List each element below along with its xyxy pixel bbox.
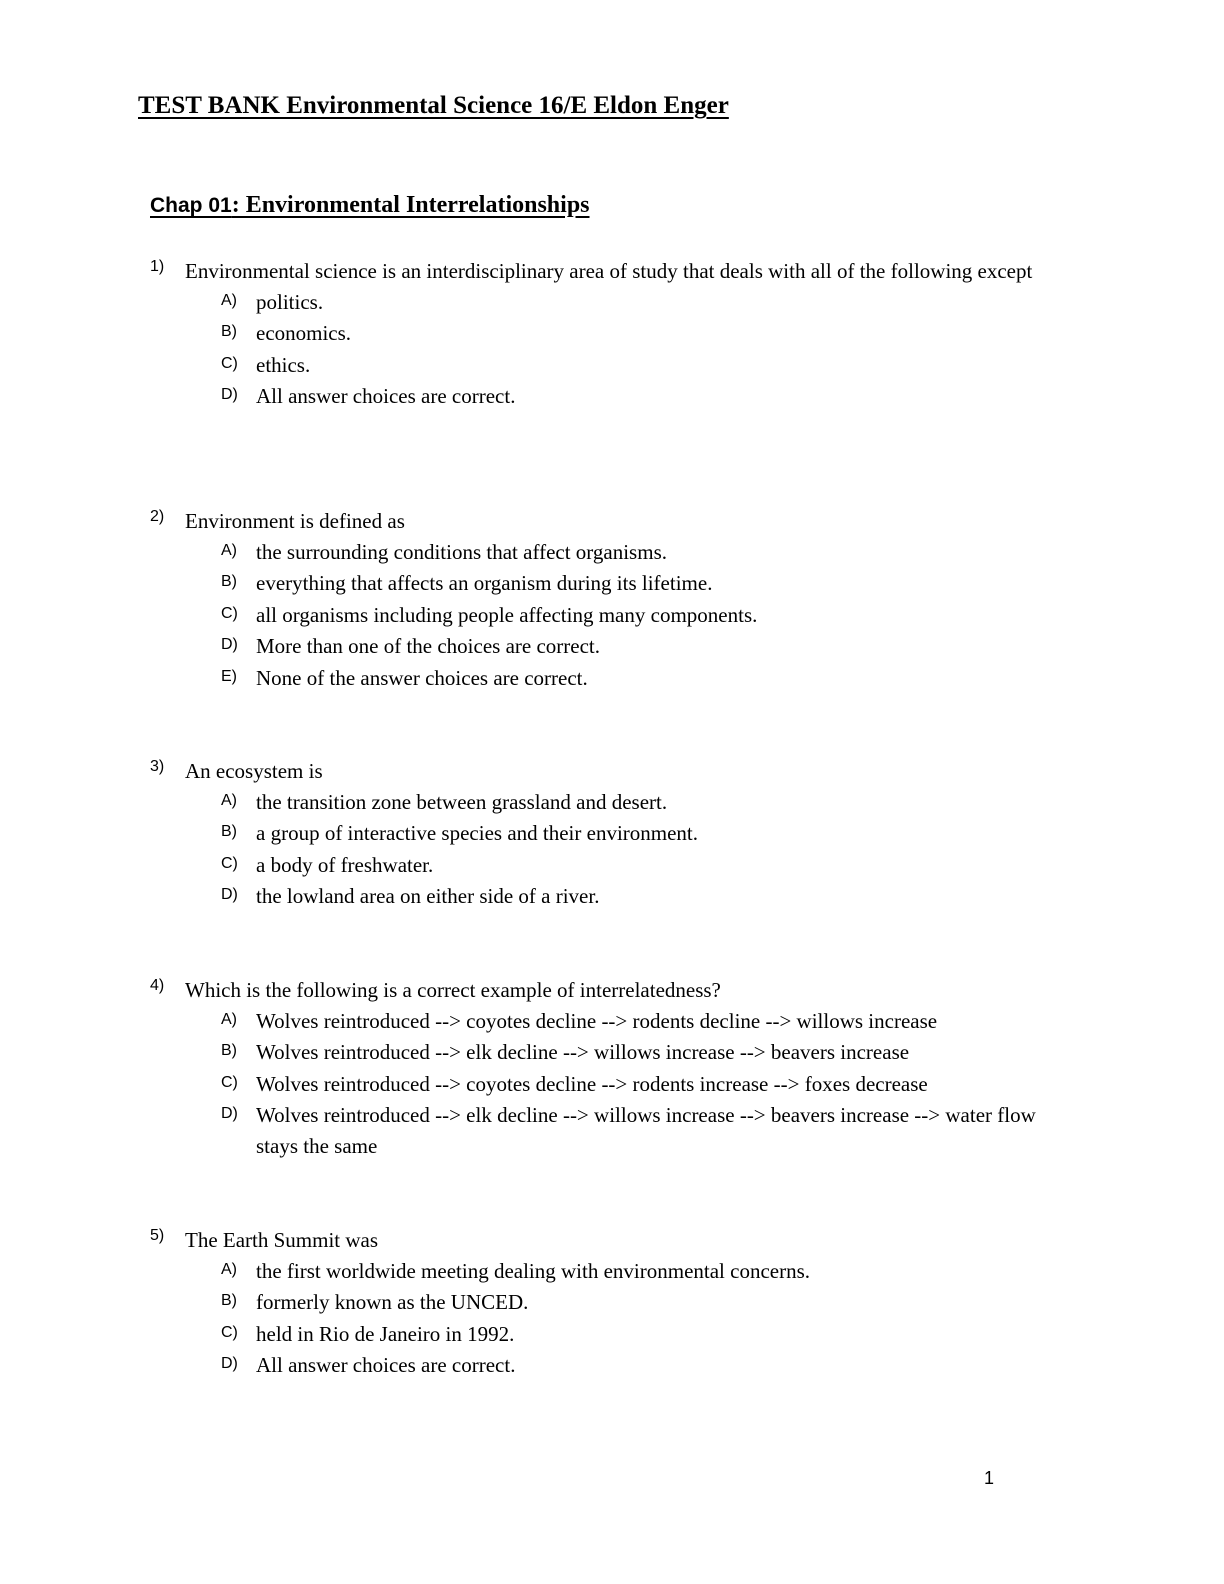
chapter-name: : Environmental Interrelationships: [231, 192, 590, 218]
question-4: [150, 975, 1090, 1162]
option-text: a body of freshwater.: [256, 852, 434, 877]
question-stem: Environmental science is an interdisciplinary area of study that deals with all of the following except: [185, 259, 1033, 283]
option-text: All answer choices are correct.: [256, 384, 516, 409]
answer-option: [150, 1287, 1090, 1318]
option-text: the transition zone between grassland and desert.: [256, 790, 668, 814]
option-letter: E): [221, 667, 237, 685]
answer-option: [150, 1069, 1090, 1100]
option-letter: B): [221, 1042, 237, 1060]
answer-option: [150, 1037, 1090, 1068]
option-letter: B): [221, 573, 237, 591]
option-text: the lowland area on either side of a river.: [256, 884, 600, 909]
question-stem: Which is the following is a correct example of interrelatedness?: [185, 978, 721, 1002]
answer-option: [150, 1006, 1090, 1037]
option-letter: D): [221, 886, 238, 904]
option-text: formerly known as the UNCED.: [256, 1290, 529, 1315]
answer-option: [150, 537, 1090, 568]
question-stem: The Earth Summit was: [185, 1228, 379, 1252]
option-text: economics.: [256, 321, 352, 346]
question-2: [150, 506, 1090, 694]
answer-option: [150, 1256, 1090, 1287]
option-letter: C): [221, 854, 238, 872]
option-text: Wolves reintroduced --> elk decline --> willows increase --> beavers increase --> water flow stays the same: [256, 1103, 1036, 1159]
answer-option: [150, 663, 1090, 694]
answer-option: [150, 381, 1090, 412]
option-letter: C): [221, 1323, 238, 1341]
document-title: TEST BANK Environmental Science 16/E Eldon Enger: [138, 92, 729, 119]
answer-option: [150, 568, 1090, 599]
page-number: 1: [984, 1468, 995, 1488]
option-letter: C): [221, 604, 238, 622]
answer-option: [150, 631, 1090, 662]
answer-option: [150, 1319, 1090, 1350]
option-text: ethics.: [256, 352, 311, 377]
answer-option: [150, 818, 1090, 849]
answer-option: [150, 787, 1090, 818]
option-letter: B): [221, 823, 237, 841]
answer-option: [150, 350, 1090, 381]
option-letter: D): [221, 1355, 238, 1373]
option-text: all organisms including people affecting many components.: [256, 602, 758, 627]
answer-option: [150, 600, 1090, 631]
option-text: a group of interactive species and their environment.: [256, 821, 699, 846]
option-text: Wolves reintroduced --> elk decline --> willows increase --> beavers increase: [256, 1040, 910, 1065]
answer-option: [150, 850, 1090, 881]
option-letter: B): [221, 323, 237, 341]
answer-option: [150, 287, 1090, 318]
question-number: 5): [150, 1227, 165, 1244]
option-text: held in Rio de Janeiro in 1992.: [256, 1321, 515, 1346]
option-text: the surrounding conditions that affect organisms.: [256, 540, 667, 564]
option-text: the first worldwide meeting dealing with environmental concerns.: [256, 1259, 811, 1283]
option-letter: D): [221, 636, 238, 654]
question-3: [150, 756, 1090, 913]
option-text: Wolves reintroduced --> coyotes decline --> rodents decline --> willows increase: [256, 1009, 938, 1033]
answer-option: [150, 881, 1090, 912]
option-text: politics.: [256, 290, 324, 314]
option-text: Wolves reintroduced --> coyotes decline --> rodents increase --> foxes decrease: [256, 1071, 928, 1096]
option-text: None of the answer choices are correct.: [256, 665, 588, 690]
question-number: 3): [150, 758, 165, 775]
option-letter: A): [221, 292, 237, 309]
option-text: More than one of the choices are correct.: [256, 634, 600, 659]
option-letter: C): [221, 1073, 238, 1091]
answer-option: [150, 1100, 1090, 1162]
question-number: 1): [150, 258, 165, 275]
option-letter: C): [221, 354, 238, 372]
answer-option: [150, 318, 1090, 349]
answer-option: [150, 1350, 1090, 1381]
chapter-title: [150, 192, 590, 219]
option-letter: A): [221, 1261, 237, 1278]
question-number: 2): [150, 508, 165, 525]
option-letter: B): [221, 1292, 237, 1310]
option-text: everything that affects an organism during its lifetime.: [256, 571, 713, 596]
option-letter: A): [221, 792, 237, 809]
option-letter: D): [221, 386, 238, 404]
question-number: 4): [150, 977, 165, 994]
question-stem: An ecosystem is: [185, 759, 323, 783]
option-letter: A): [221, 1011, 237, 1028]
question-stem: Environment is defined as: [185, 509, 405, 533]
question-5: [150, 1225, 1090, 1382]
option-letter: A): [221, 542, 237, 559]
chapter-number: Chap 01: [150, 194, 232, 217]
option-text: All answer choices are correct.: [256, 1353, 516, 1378]
option-letter: D): [221, 1105, 238, 1123]
question-1: [150, 256, 1090, 413]
